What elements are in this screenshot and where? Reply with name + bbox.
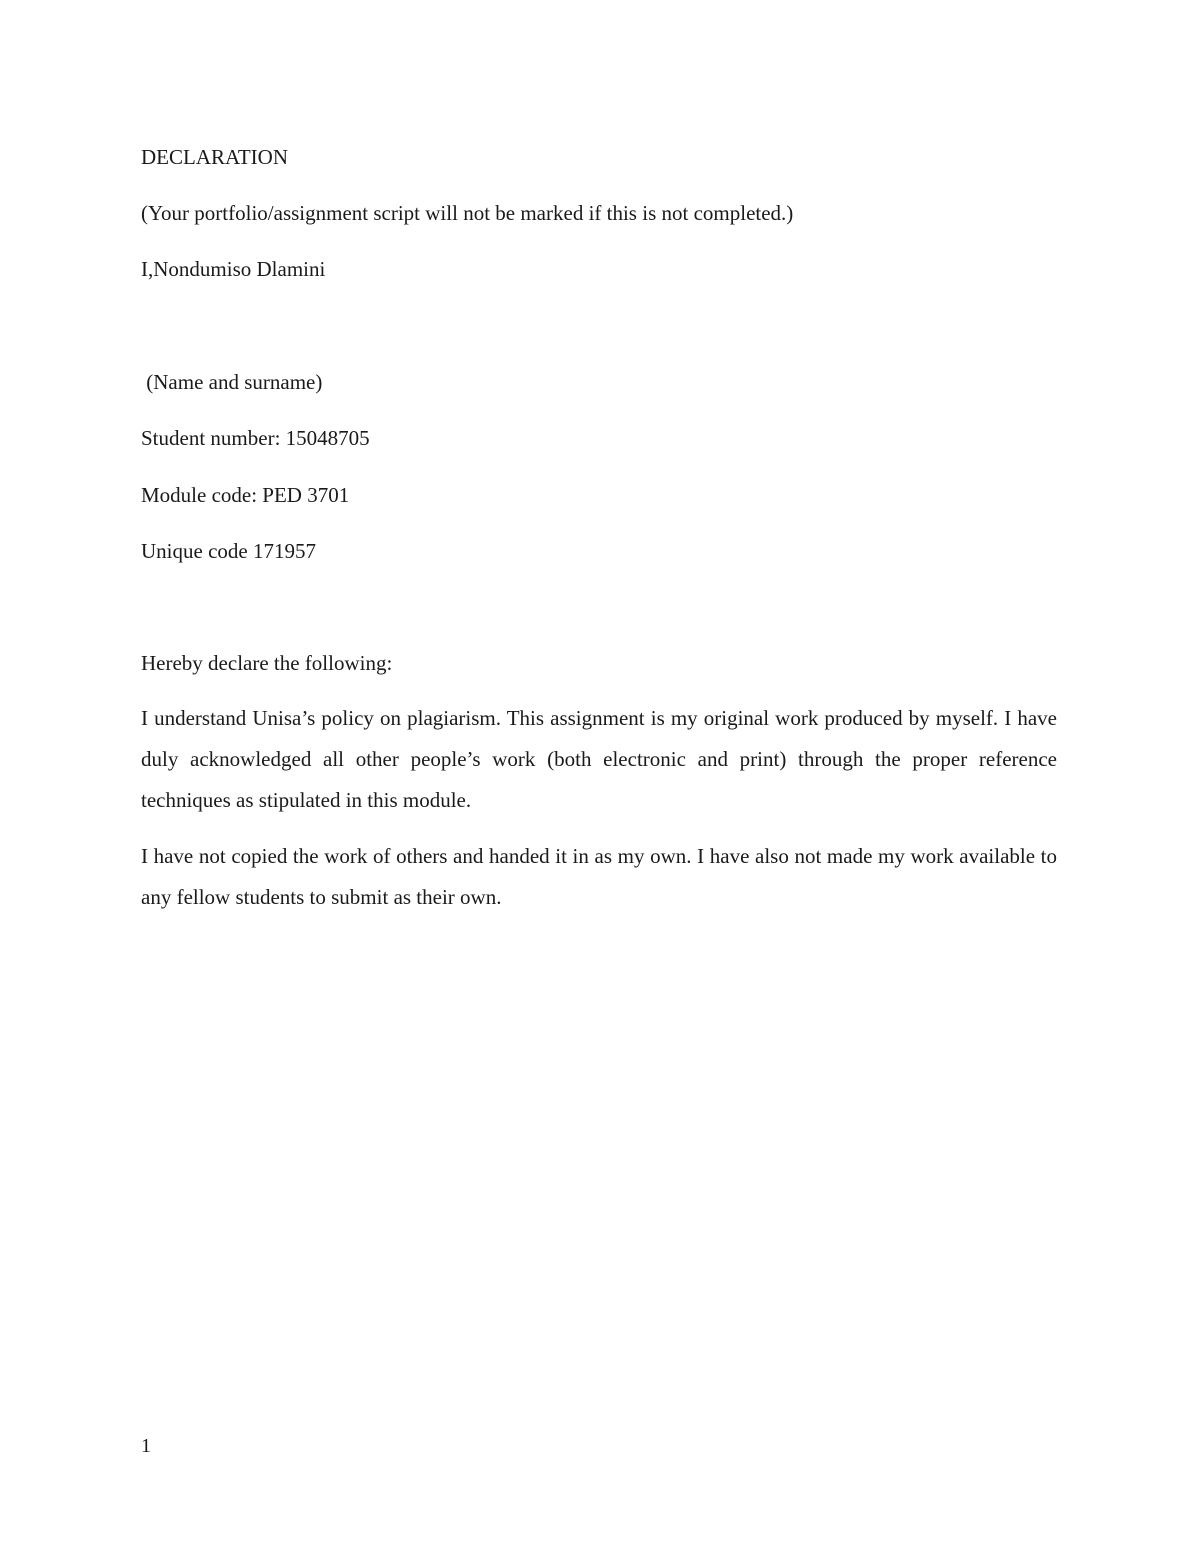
declarant-name: I,Nondumiso Dlamini [141,257,326,281]
declaration-intro: Hereby declare the following: [141,651,393,675]
name-caption: (Name and surname) [141,370,323,394]
unique-code: Unique code 171957 [141,539,316,563]
originality-paragraph: I have not copied the work of others and handed it in as my own. I have also not made my work available to any fellow students to submit as their own. [141,844,1057,909]
module-code: Module code: PED 3701 [141,483,350,507]
plagiarism-policy-paragraph: I understand Unisa’s policy on plagiarism. This assignment is my original work produced by myself. I have duly acknowledged all other people’s work (both electronic and print) through the proper reference techniques as stipulated in this module. [141,706,1057,812]
declaration-heading: DECLARATION [141,145,288,169]
student-number: Student number: 15048705 [141,426,370,450]
completion-instruction: (Your portfolio/assignment script will not be marked if this is not completed.) [141,201,794,225]
page-number: 1 [141,1435,151,1457]
